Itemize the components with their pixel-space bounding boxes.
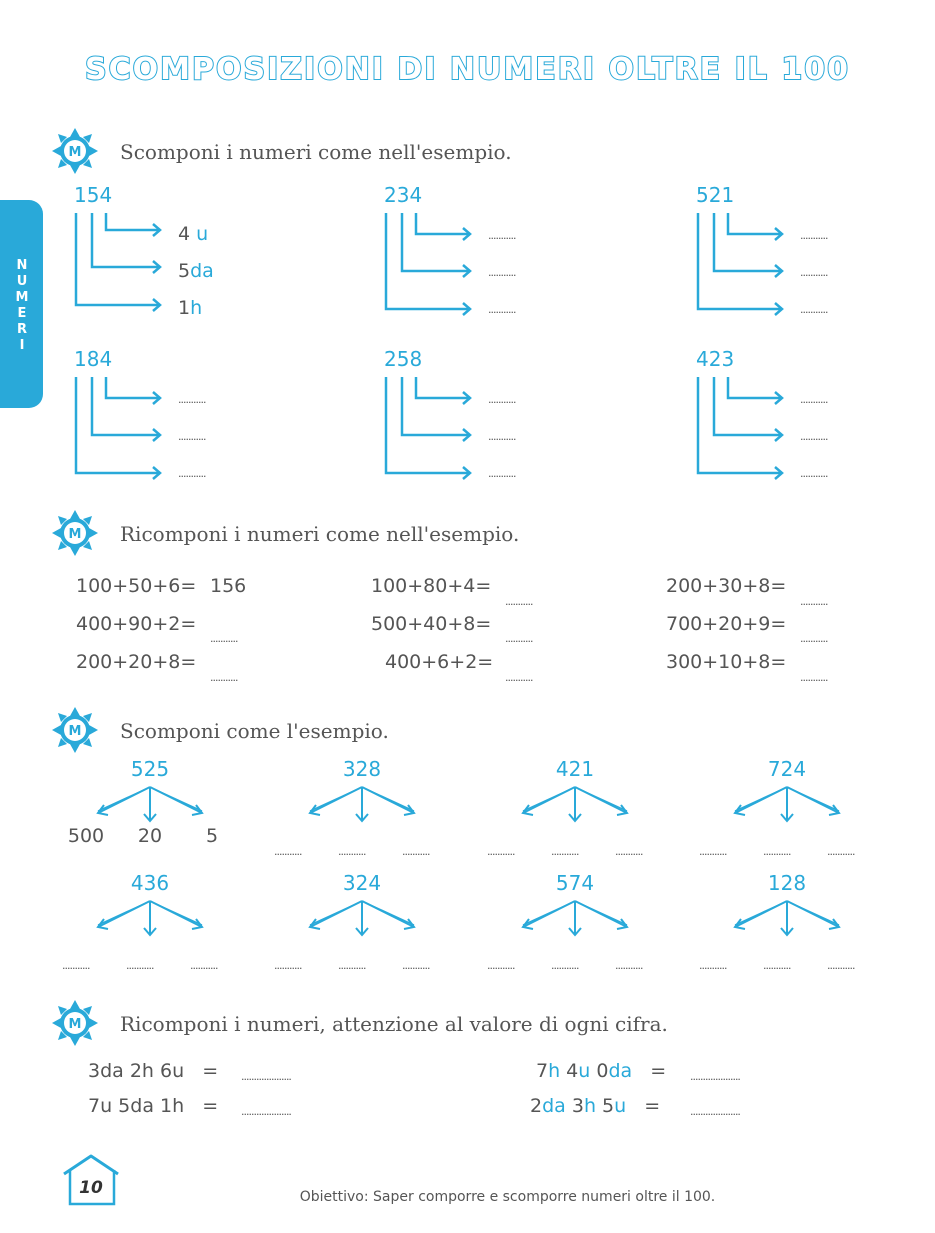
answer-blank[interactable]: ........... [505, 595, 533, 608]
tab-letter: N [16, 258, 28, 273]
tree-number: 423 [696, 347, 735, 371]
answer-blank[interactable]: .................... [690, 1070, 740, 1083]
answer-blank[interactable]: ........... [800, 229, 828, 242]
branch-line [386, 377, 470, 473]
branch-line [728, 213, 782, 234]
fork-line [154, 903, 202, 925]
fork-number: 574 [555, 871, 595, 895]
recompose-item [530, 1095, 660, 1117]
answer-blank[interactable]: ........... [210, 632, 238, 645]
answer-blank[interactable]: ........... [800, 467, 828, 480]
answer-blank[interactable]: ........... [210, 671, 238, 684]
answer-blank[interactable]: ........... [402, 845, 430, 858]
equation: 200+20+8= [76, 651, 197, 673]
fork-arrows [727, 785, 847, 835]
equation: 700+20+9= [666, 613, 787, 635]
equation: 200+30+8= [666, 575, 787, 597]
answer-blank[interactable]: ........... [338, 959, 366, 972]
fork-line [366, 903, 414, 925]
answer-blank[interactable]: ........... [505, 671, 533, 684]
branch-line [416, 213, 470, 234]
digit: 4 [560, 1060, 579, 1082]
equation: 100+80+4= [371, 575, 492, 597]
unit: u [614, 1095, 627, 1117]
example-label: 1h [178, 297, 203, 319]
answer-blank[interactable]: ........... [615, 845, 643, 858]
answer-blank[interactable]: ........... [487, 845, 515, 858]
answer-blank[interactable]: ........... [62, 959, 90, 972]
tree-number: 184 [74, 347, 113, 371]
answer-blank[interactable]: ........... [274, 845, 302, 858]
unit: da [608, 1060, 633, 1082]
branch-line [92, 377, 160, 435]
sun-badge-icon [52, 1000, 98, 1046]
branch-line [76, 377, 160, 473]
digit: 5 [596, 1095, 615, 1117]
fork-number: 724 [767, 757, 807, 781]
answer-blank[interactable]: .................... [241, 1070, 291, 1083]
example-answer: 156 [210, 575, 247, 597]
recompose-item [88, 1095, 218, 1117]
fork-arrows [515, 899, 635, 949]
answer-blank[interactable]: ........... [488, 467, 516, 480]
answer-blank[interactable]: ........... [402, 959, 430, 972]
branch-line [106, 213, 160, 230]
recompose-text: 3da 2h 6u [88, 1060, 185, 1082]
side-tab-label [12, 258, 32, 354]
equation: 300+10+8= [666, 651, 787, 673]
branch-line [416, 377, 470, 398]
answer-blank[interactable]: ........... [800, 393, 828, 406]
digit: 0 [590, 1060, 609, 1082]
tab-letter: E [17, 306, 27, 321]
fork-line [98, 789, 146, 811]
page-title: SCOMPOSIZIONI DI NUMERI OLTRE IL 100 [85, 52, 850, 87]
instruction-4: Ricomponi i numeri, attenzione al valore di ogni cifra. [120, 1012, 668, 1036]
answer-blank[interactable]: ........... [126, 959, 154, 972]
digit: 7 [536, 1060, 549, 1082]
fork-number: 324 [342, 871, 382, 895]
branch-line [698, 377, 782, 473]
fork-line [735, 903, 783, 925]
answer-blank[interactable]: ........... [488, 266, 516, 279]
answer-blank[interactable]: ........... [827, 959, 855, 972]
fork-line [523, 903, 571, 925]
page-number: 10 [79, 1178, 103, 1198]
fork-arrows [727, 899, 847, 949]
answer-blank[interactable]: ........... [763, 845, 791, 858]
fork-line [154, 789, 202, 811]
sun-badge-icon [52, 707, 98, 753]
tree-number: 258 [384, 347, 423, 371]
side-tab [0, 200, 43, 408]
fork-arrows [302, 785, 422, 835]
equals-sign: = [650, 1060, 667, 1082]
answer-blank[interactable]: ........... [274, 959, 302, 972]
example-label: 4 u [178, 223, 209, 245]
fork-number: 328 [342, 757, 382, 781]
equals-sign: = [644, 1095, 661, 1117]
sun-badge-icon [52, 128, 98, 174]
unit: u [578, 1060, 591, 1082]
answer-blank[interactable]: ........... [763, 959, 791, 972]
fork-line [523, 789, 571, 811]
decomposition-arrows [696, 213, 786, 303]
answer-blank[interactable]: ........... [551, 959, 579, 972]
equals-sign: = [202, 1060, 219, 1082]
answer-blank[interactable]: ........... [800, 671, 828, 684]
branch-line [106, 377, 160, 398]
branch-line [714, 213, 782, 271]
fork-number: 421 [555, 757, 595, 781]
fork-number: 128 [767, 871, 807, 895]
answer-blank[interactable]: ........... [190, 959, 218, 972]
answer-blank[interactable]: ........... [800, 430, 828, 443]
tab-letter: U [16, 274, 28, 289]
fork-number: 436 [130, 871, 170, 895]
branch-line [402, 213, 470, 271]
recompose-text: 7u 5da 1h [88, 1095, 185, 1117]
answer-blank[interactable]: ........... [800, 303, 828, 316]
answer-blank[interactable]: ........... [178, 430, 206, 443]
branch-line [698, 213, 782, 309]
svg-text:M: M [68, 1017, 82, 1032]
answer-blank[interactable]: ........... [178, 467, 206, 480]
fork-line [791, 789, 839, 811]
branch-line [76, 213, 160, 305]
fork-line [310, 789, 358, 811]
answer-blank[interactable]: ........... [699, 959, 727, 972]
answer-blank[interactable]: .................... [690, 1105, 740, 1118]
fork-line [579, 903, 627, 925]
answer-blank[interactable]: ........... [827, 845, 855, 858]
branch-line [92, 213, 160, 267]
fork-line [310, 903, 358, 925]
tree-number: 234 [384, 183, 423, 207]
digit: 3 [565, 1095, 584, 1117]
answer-blank[interactable]: ........... [800, 595, 828, 608]
fork-number: 525 [130, 757, 170, 781]
fork-arrows [302, 899, 422, 949]
example-part: 20 [137, 825, 163, 847]
example-part: 500 [67, 825, 105, 847]
digit: 2 [530, 1095, 543, 1117]
answer-blank[interactable]: ........... [800, 266, 828, 279]
unit: h [548, 1060, 561, 1082]
answer-blank[interactable]: ........... [615, 959, 643, 972]
decomposition-arrows [696, 377, 786, 467]
tree-number: 521 [696, 183, 735, 207]
answer-blank[interactable]: ........... [699, 845, 727, 858]
decomposition-arrows [74, 377, 164, 467]
recompose-item [88, 1060, 218, 1082]
fork-line [735, 789, 783, 811]
fork-arrows [90, 899, 210, 949]
footer-objective: Obiettivo: Saper comporre e scomporre numeri oltre il 100. [299, 1189, 716, 1205]
fork-line [366, 789, 414, 811]
answer-blank[interactable]: .................... [241, 1105, 291, 1118]
answer-blank[interactable]: ........... [488, 303, 516, 316]
answer-blank[interactable]: ........... [551, 845, 579, 858]
answer-blank[interactable]: ........... [487, 959, 515, 972]
answer-blank[interactable]: ........... [338, 845, 366, 858]
svg-text:M: M [68, 145, 82, 160]
svg-text:M: M [68, 527, 82, 542]
fork-line [579, 789, 627, 811]
unit: h [583, 1095, 596, 1117]
svg-text:M: M [68, 724, 82, 739]
decomposition-arrows [384, 377, 474, 467]
answer-blank[interactable]: ........... [488, 393, 516, 406]
equals-sign: = [202, 1095, 219, 1117]
answer-blank[interactable]: ........... [488, 229, 516, 242]
tree-number: 154 [74, 183, 113, 207]
example-part: 5 [205, 825, 219, 847]
branch-line [714, 377, 782, 435]
branch-line [728, 377, 782, 398]
tab-letter: R [16, 322, 27, 337]
fork-line [791, 903, 839, 925]
answer-blank[interactable]: ........... [800, 632, 828, 645]
tab-letter: M [15, 290, 29, 305]
answer-blank[interactable]: ........... [505, 632, 533, 645]
branch-line [386, 213, 470, 309]
answer-blank[interactable]: ........... [178, 393, 206, 406]
sun-badge-icon [52, 510, 98, 556]
tab-letter: I [19, 338, 25, 353]
fork-line [98, 903, 146, 925]
unit: da [542, 1095, 566, 1117]
example-label: 5da [178, 260, 214, 282]
decomposition-arrows [74, 213, 164, 303]
instruction-1: Scomponi i numeri come nell'esempio. [120, 140, 512, 164]
fork-arrows [515, 785, 635, 835]
equation: 500+40+8= [371, 613, 492, 635]
equation: 400+90+2= [76, 613, 197, 635]
decomposition-arrows [384, 213, 474, 303]
instruction-2: Ricomponi i numeri come nell'esempio. [120, 522, 520, 546]
equation: 400+6+2= [385, 651, 494, 673]
equation: 100+50+6= [76, 575, 197, 597]
recompose-item [536, 1060, 666, 1082]
instruction-3: Scomponi come l'esempio. [120, 719, 389, 743]
answer-blank[interactable]: ........... [488, 430, 516, 443]
branch-line [402, 377, 470, 435]
